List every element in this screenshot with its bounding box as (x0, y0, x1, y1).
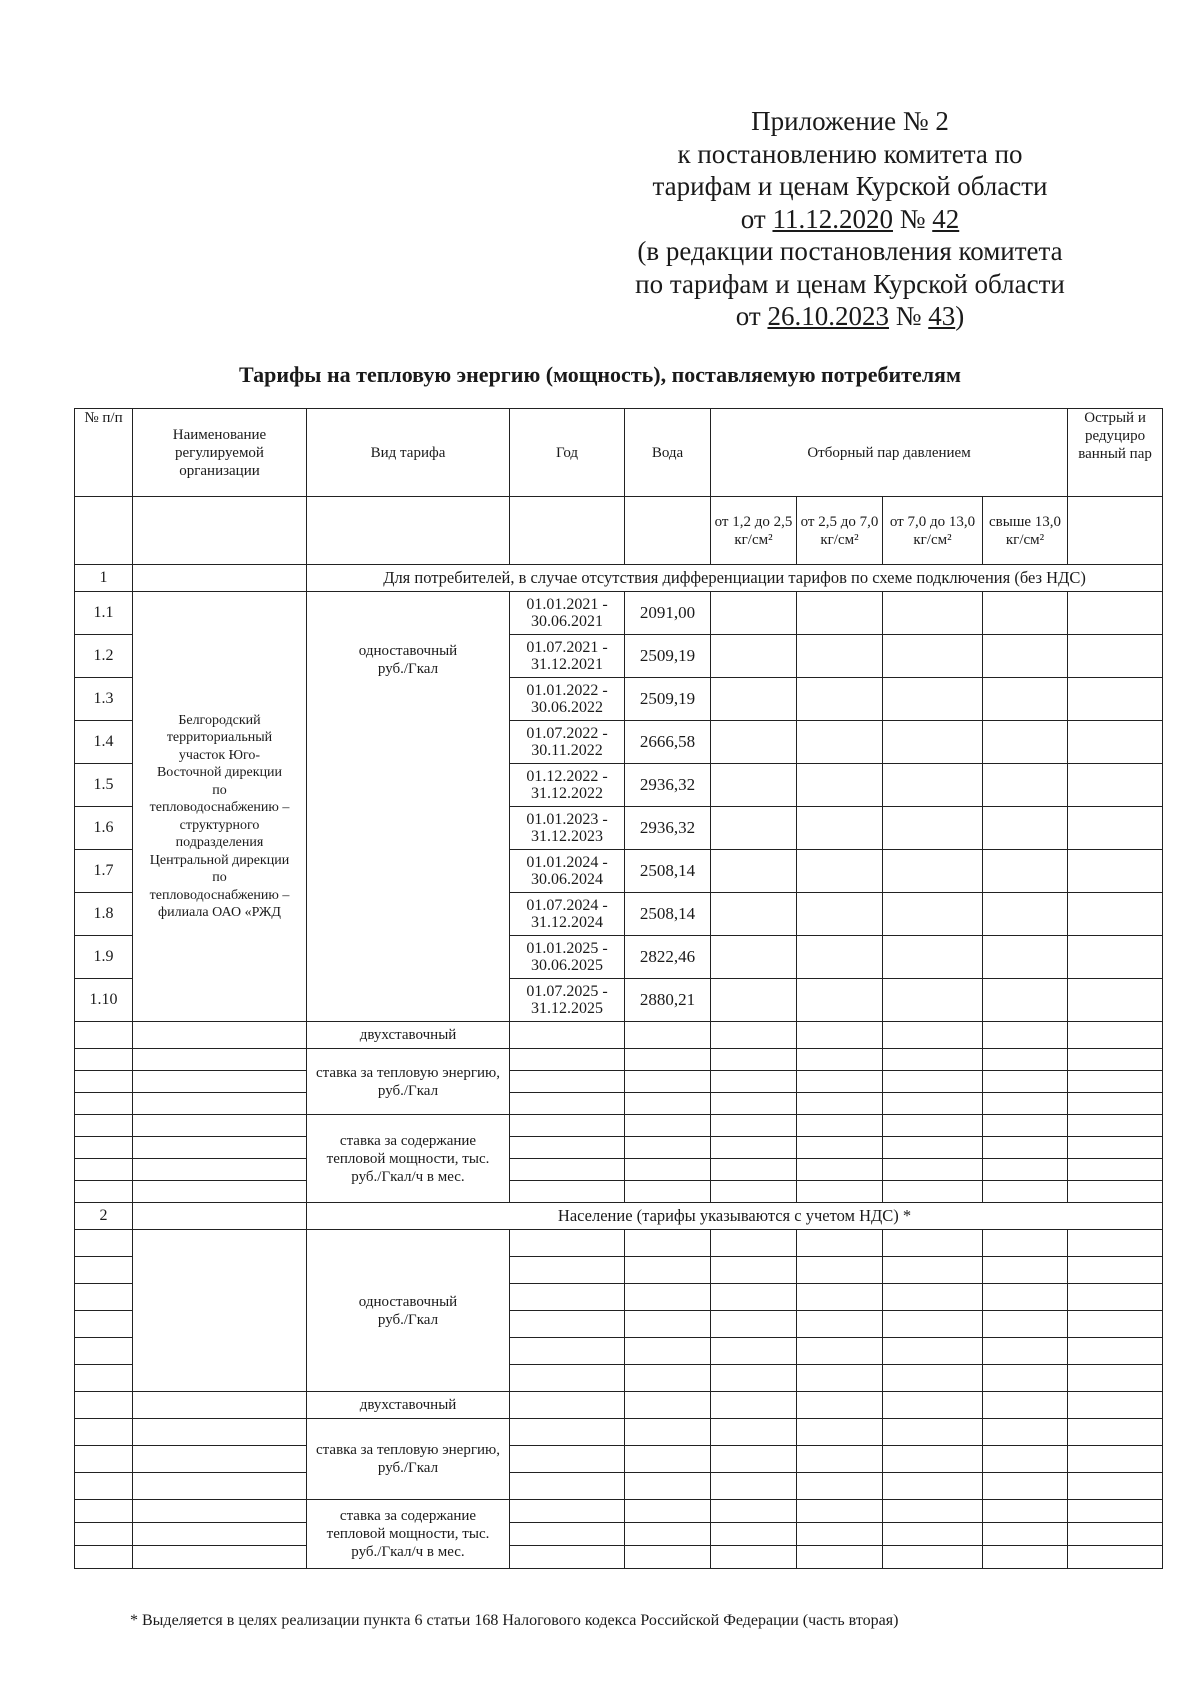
col-header-no: № п/п (75, 409, 133, 497)
section-2-two-rate-label: двухставочный (307, 1392, 510, 1419)
table-title: Тарифы на тепловую энергию (мощность), поставляемую потребителям (239, 362, 961, 387)
section-1-capacity-rate-label: ставка за содержание тепловой мощности, тыс. руб./Гкал/ч в мес. (307, 1115, 510, 1203)
row-number: 1.6 (75, 807, 133, 850)
header-line-5: (в редакции постановления комитета (637, 236, 1063, 266)
section-1-energy-rate-row (75, 1071, 1163, 1093)
subheader-7-0-13-0: от 7,0 до 13,0 кг/см² (883, 497, 983, 565)
row-number: 1.10 (75, 979, 133, 1022)
document-header (600, 105, 1100, 333)
section-2-label: Население (тарифы указываются с учетом НДС) * (307, 1203, 1163, 1230)
col-header-org: Наименование регулируемой организации (133, 409, 307, 497)
appendix-title: Приложение № 2 (751, 106, 949, 136)
row-number: 1.9 (75, 936, 133, 979)
water-tariff: 2508,14 (625, 850, 711, 893)
period: 01.01.2023 - 31.12.2023 (510, 807, 625, 850)
footnote: * Выделяется в целях реализации пункта 6 статьи 168 Налогового кодекса Российской Федерации (часть вторая) (130, 1612, 899, 1629)
section-2-capacity-rate-row (75, 1500, 1163, 1523)
col-header-steam: Отборный пар давлением (711, 409, 1068, 497)
row-number: 1.7 (75, 850, 133, 893)
section-2-energy-rate-row (75, 1419, 1163, 1446)
section-2-number: 2 (75, 1203, 133, 1230)
section-2-energy-rate-row (75, 1473, 1163, 1500)
section-2-single-rate-row (75, 1230, 1163, 1257)
header-line-3: тарифам и ценам Курской области (652, 171, 1048, 201)
section-1-energy-rate-row (75, 1093, 1163, 1115)
section-2-capacity-rate-label: ставка за содержание тепловой мощности, тыс. руб./Гкал/ч в мес. (307, 1500, 510, 1569)
period: 01.07.2025 - 31.12.2025 (510, 979, 625, 1022)
header-line-4: от 11.12.2020 № 42 (740, 203, 960, 234)
subheader-2-5-7-0: от 2,5 до 7,0 кг/см² (797, 497, 883, 565)
section-1-two-rate-row (75, 1022, 1163, 1049)
col-header-type: Вид тарифа (307, 409, 510, 497)
period: 01.07.2022 - 30.11.2022 (510, 721, 625, 764)
resolution-number: 42 (932, 203, 960, 234)
period: 01.12.2022 - 31.12.2022 (510, 764, 625, 807)
water-tariff: 2509,19 (625, 678, 711, 721)
section-2-capacity-rate-row (75, 1523, 1163, 1546)
row-number: 1.3 (75, 678, 133, 721)
row-number: 1.2 (75, 635, 133, 678)
section-1-capacity-rate-row (75, 1159, 1163, 1181)
header-row (75, 409, 1163, 497)
resolution-date: 11.12.2020 (772, 203, 893, 234)
section-2-two-rate-row (75, 1392, 1163, 1419)
section-1-two-rate-label: двухставочный (307, 1022, 510, 1049)
revision-number: 43 (928, 301, 956, 331)
period: 01.01.2025 - 30.06.2025 (510, 936, 625, 979)
water-tariff: 2666,58 (625, 721, 711, 764)
section-1-energy-rate-row (75, 1049, 1163, 1071)
section-1-capacity-rate-row (75, 1137, 1163, 1159)
section-1-label: Для потребителей, в случае отсутствия дифференциации тарифов по схеме подключения (без НДС) (307, 565, 1163, 592)
header-line-7: от 26.10.2023 № 43) (735, 301, 965, 331)
water-tariff: 2509,19 (625, 635, 711, 678)
section-1-row (75, 565, 1163, 592)
period: 01.07.2021 - 31.12.2021 (510, 635, 625, 678)
period: 01.01.2021 - 30.06.2021 (510, 592, 625, 635)
row-number: 1.1 (75, 592, 133, 635)
row-number: 1.5 (75, 764, 133, 807)
section-2-energy-rate-row (75, 1446, 1163, 1473)
period: 01.01.2024 - 30.06.2024 (510, 850, 625, 893)
period: 01.07.2024 - 31.12.2024 (510, 893, 625, 936)
water-tariff: 2508,14 (625, 893, 711, 936)
col-header-water: Вода (625, 409, 711, 497)
header-line-2: к постановлению комитета по (677, 138, 1023, 169)
section-1-capacity-rate-row (75, 1181, 1163, 1203)
row-number: 1.8 (75, 893, 133, 936)
section-1-number: 1 (75, 565, 133, 592)
organization-name: Белгородский территориальный участок Юго- Восточной дирекции по тепловодоснабжению – структурного подразделения Центральной дирекции по тепловодоснабжению – филиала ОАО «РЖД (133, 592, 307, 1022)
tariff-table (74, 408, 1163, 1569)
water-tariff: 2091,00 (625, 592, 711, 635)
subheader-row (75, 497, 1163, 565)
water-tariff: 2822,46 (625, 936, 711, 979)
section-1-capacity-rate-row (75, 1115, 1163, 1137)
section-1-energy-rate-label: ставка за тепловую энергию, руб./Гкал (307, 1049, 510, 1115)
subheader-1-2-2-5: от 1,2 до 2,5 кг/см² (711, 497, 797, 565)
section-2-capacity-rate-row (75, 1546, 1163, 1569)
period: 01.01.2022 - 30.06.2022 (510, 678, 625, 721)
row-number: 1.4 (75, 721, 133, 764)
water-tariff: 2936,32 (625, 764, 711, 807)
water-tariff: 2880,21 (625, 979, 711, 1022)
section-2-energy-rate-label: ставка за тепловую энергию, руб./Гкал (307, 1419, 510, 1500)
subheader-over-13-0: свыше 13,0 кг/см² (983, 497, 1068, 565)
col-header-sharp-steam: Острый и редуциро ванный пар (1068, 409, 1163, 497)
revision-date: 26.10.2023 (767, 301, 889, 331)
section-2-row (75, 1203, 1163, 1230)
section-2-single-rate-type: одноставочный руб./Гкал (307, 1230, 510, 1392)
water-tariff: 2936,32 (625, 807, 711, 850)
single-rate-type: одноставочный руб./Гкал (307, 592, 510, 1022)
table-row (75, 592, 1163, 635)
col-header-year: Год (510, 409, 625, 497)
header-line-6: по тарифам и ценам Курской области (635, 268, 1065, 299)
